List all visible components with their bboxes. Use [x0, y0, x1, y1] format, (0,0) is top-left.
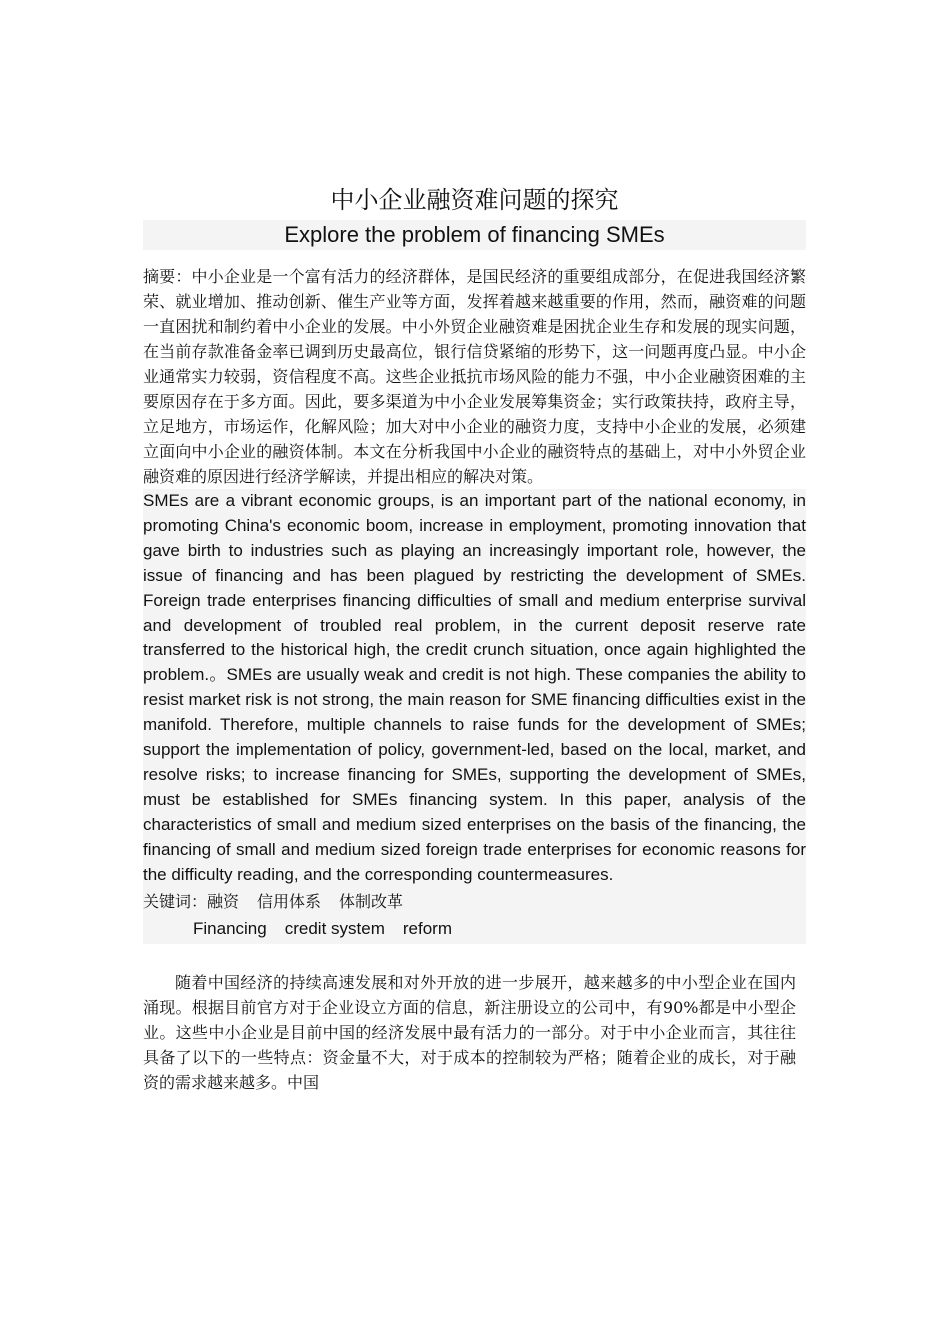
keyword-en-1: Financing [193, 918, 267, 938]
abstract-chinese: 摘要：中小企业是一个富有活力的经济群体，是国民经济的重要组成部分，在促进我国经济繁荣、就业增加、推动创新、催生产业等方面，发挥着越来越重要的作用，然而，融资难的问题一直困扰和制约着中小企业的发展。中小外贸企业融资难是困扰企业生存和发展的现实问题，在当前存款准备金率已调到历史最高位，银行信贷紧缩的形势下，这一问题再度凸显。中小企业通常实力较弱，资信程度不高。这些企业抵抗市场风险的能力不强，中小企业融资困难的主要原因存在于多方面。因此，要多渠道为中小企业发展筹集资金；实行政策扶持，政府主导，立足地方，市场运作，化解风险；加大对中小企业的融资力度，支持中小企业的发展，必须建立面向中小企业的融资体制。本文在分析我国中小企业的融资特点的基础上，对中小外贸企业融资难的原因进行经济学解读，并提出相应的解决对策。 [143, 267, 806, 486]
document-page [143, 180, 806, 1095]
body-paragraph: 随着中国经济的持续高速发展和对外开放的进一步展开，越来越多的中小型企业在国内涌现。根据目前官方对于企业设立方面的信息，新注册设立的公司中，有90%都是中小型企业。这些中小企业是目前中国的经济发展中最有活力的一部分。对于中小企业而言，其往往具备了以下的一些特点：资金量不大，对于成本的控制较为严格；随着企业的成长，对于融资的需求越来越多。中国 [143, 972, 796, 1092]
keyword-cn-3: 体制改革 [339, 891, 404, 911]
title-english: Explore the problem of financing SMEs [143, 220, 806, 250]
keywords-label: 关键词： [143, 891, 208, 911]
keyword-en-2: credit system [284, 918, 385, 938]
keywords-english [143, 915, 806, 944]
abstract-english: SMEs are a vibrant economic groups, is an important part of the national economy, in promoting China's economic boom, increase in employment, promoting innovation that gave birth to industries such as playing an increasingly important role, however, the issue of financing and has been plagued by restricting the development of SMEs. Foreign trade enterprises financing difficulties of small and medium enterprise survival and development of troubled real problem, in the current deposit reserve rate transferred to the historical high, the credit crunch situation, once again highlighted the problem.。SMEs are usually weak and credit is not high. These companies the ability to resist market risk is not strong, the main reason for SME financing difficulties exist in the manifold. Therefore, multiple channels to raise funds for the development of SMEs; support the implementation of policy, government-led, based on the local, market, and resolve risks; to increase financing for SMEs, supporting the development of SMEs, must be established for SMEs financing system. In this paper, analysis of the characteristics of small and medium sized enterprises on the basis of the financing, the financing of small and medium sized foreign trade enterprises for economic reasons for the difficulty reading, and the corresponding countermeasures. [143, 489, 806, 888]
keyword-cn-1: 融资 [207, 891, 240, 911]
keywords-chinese [143, 888, 806, 915]
title-chinese: 中小企业融资难问题的探究 [330, 186, 619, 214]
keyword-cn-2: 信用体系 [257, 891, 322, 911]
keyword-en-3: reform [402, 918, 452, 938]
